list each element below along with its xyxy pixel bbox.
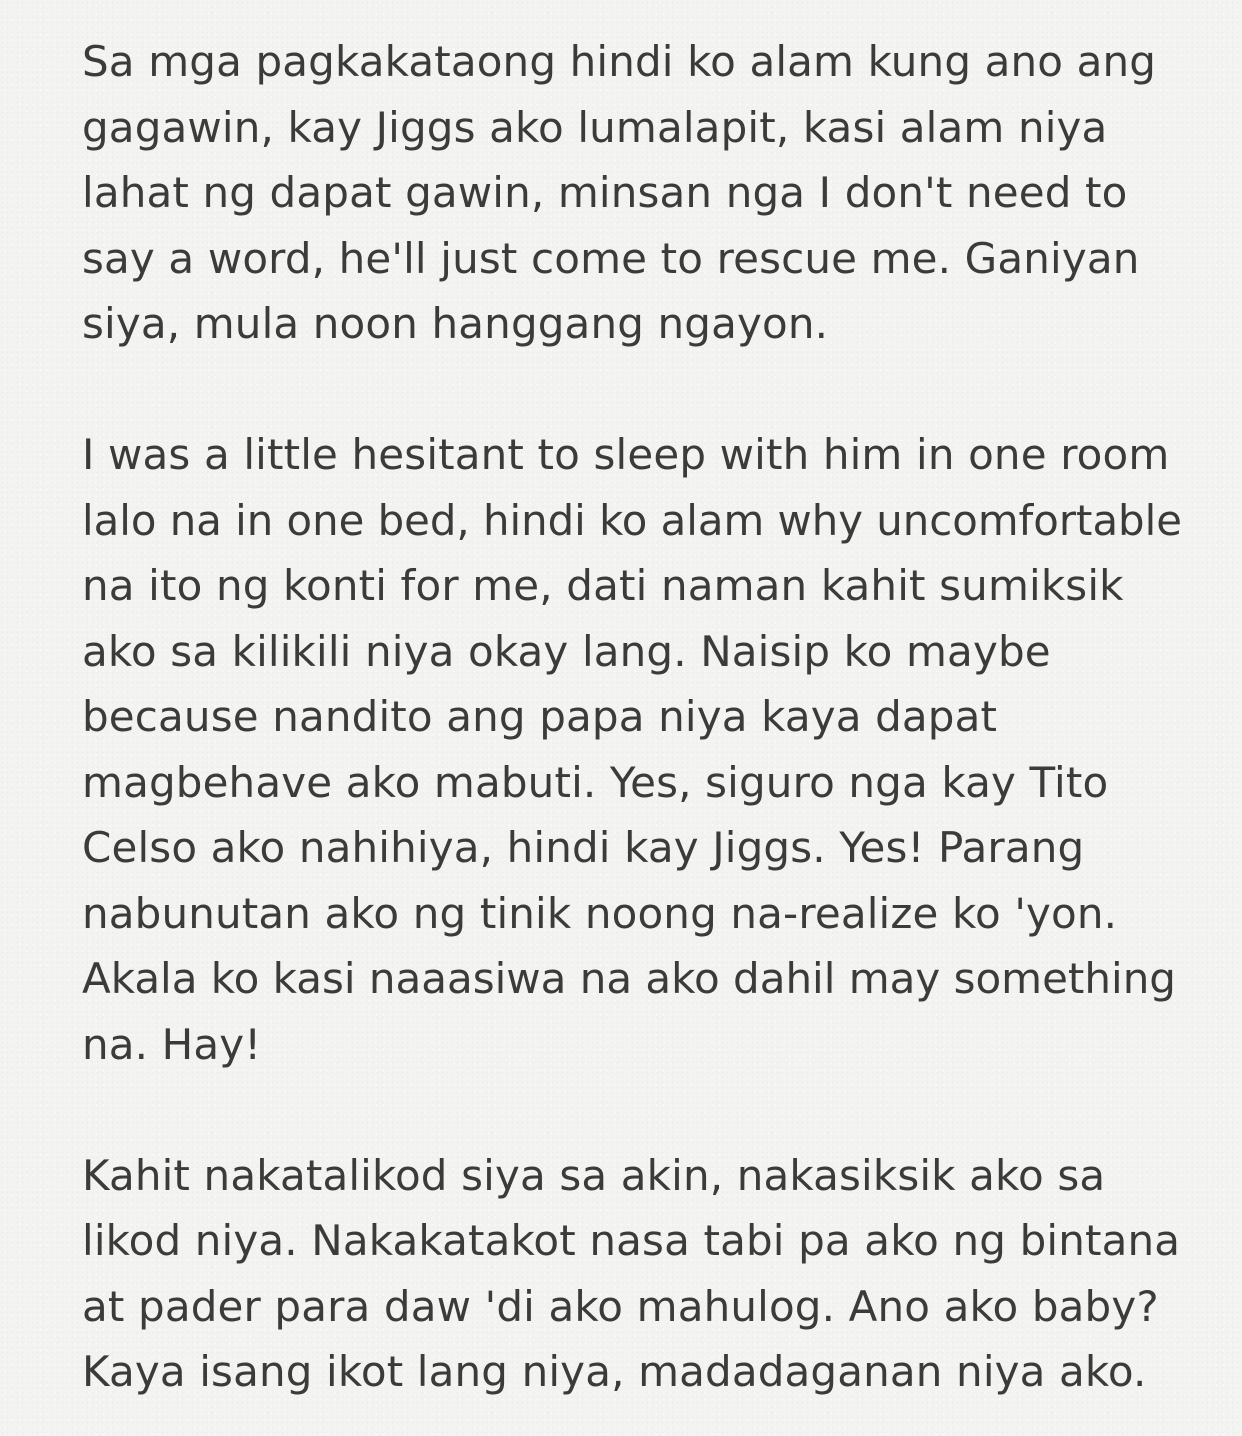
note-page <box>82 29 1182 1405</box>
text-line: na ito ng konti for me, dati naman kahit sumiksik <box>82 561 1124 610</box>
text-line: lalo na in one bed, hindi ko alam why uncomfortable <box>82 495 1182 545</box>
text-line: nabunutan ako ng tinik noong na-realize ko 'yon. <box>82 888 1118 938</box>
text-line: magbehave ako mabuti. Yes, siguro nga kay Tito <box>82 757 1109 807</box>
text-line: at pader para daw 'di ako mahulog. Ano ako baby? <box>82 1281 1159 1331</box>
text-line: siya, mula noon hanggang ngayon. <box>82 299 829 348</box>
text-line: likod niya. Nakakatakot nasa tabi pa ako ng bintana <box>82 1216 1181 1265</box>
paragraph-spacer <box>82 1077 1182 1143</box>
paragraph-2 <box>82 422 1182 1077</box>
text-line: say a word, he'll just come to rescue me. Ganiyan <box>82 233 1140 283</box>
text-line: Celso ako nahihiya, hindi kay Jiggs. Yes! Parang <box>82 823 1085 872</box>
text-line: Sa mga pagkakataong hindi ko alam kung ano ang <box>82 37 1157 86</box>
text-line: na. Hay! <box>82 1019 262 1069</box>
text-line: Kahit nakatalikod siya sa akin, nakasiksik ako sa <box>82 1150 1106 1200</box>
text-line: ako sa kilikili niya okay lang. Naisip ko maybe <box>82 626 1051 676</box>
text-line: Kaya isang ikot lang niya, madadaganan niya ako. <box>82 1347 1147 1396</box>
paragraph-spacer <box>82 357 1182 423</box>
text-line: gagawin, kay Jiggs ako lumalapit, kasi alam niya <box>82 102 1108 152</box>
text-line: because nandito ang papa niya kaya dapat <box>82 692 998 741</box>
paragraph-1 <box>82 29 1182 357</box>
text-line: I was a little hesitant to sleep with him in one room <box>82 430 1170 479</box>
text-line: lahat ng dapat gawin, minsan nga I don't need to <box>82 168 1128 217</box>
paragraph-3 <box>82 1143 1182 1405</box>
text-line: Akala ko kasi naaasiwa na ako dahil may something <box>82 954 1176 1003</box>
